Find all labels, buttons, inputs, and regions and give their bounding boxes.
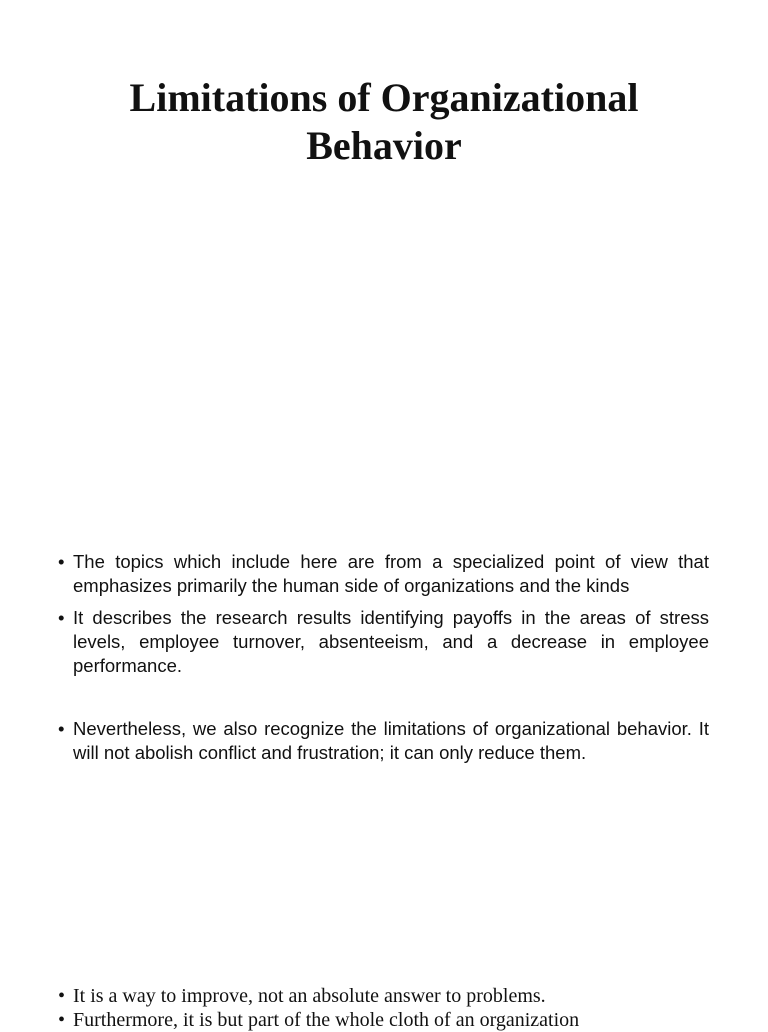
bullet-text: Nevertheless, we also recognize the limitations of organizational behavior. It will not abolish conflict and frustration; it can only reduce them.	[73, 718, 709, 763]
bullet-text: Furthermore, it is but part of the whole cloth of an organization	[73, 1009, 580, 1031]
bullet-item	[58, 550, 709, 598]
bullet-text: The topics which include here are from a specialized point of view that emphasizes primarily the human side of organizations and the kinds	[73, 551, 709, 596]
bullet-marker: •	[58, 607, 65, 628]
bullet-marker: •	[58, 985, 66, 1007]
bullet-text: It is a way to improve, not an absolute answer to problems.	[73, 985, 546, 1007]
bullet-list	[58, 550, 709, 765]
bullet-item	[58, 717, 709, 765]
bullet-item	[58, 1008, 709, 1032]
bullet-text: It describes the research results identifying payoffs in the areas of stress levels, employee turnover, absenteeism, and a decrease in employee performance.	[73, 607, 709, 676]
bullet-item	[58, 984, 709, 1008]
slide-title: Limitations of Organizational Behavior	[129, 75, 639, 168]
bullet-marker: •	[58, 1009, 66, 1031]
bullet-marker: •	[58, 718, 65, 739]
bullet-marker: •	[58, 551, 65, 572]
bullet-item	[58, 606, 709, 678]
bottom-bullet-list	[58, 984, 709, 1032]
